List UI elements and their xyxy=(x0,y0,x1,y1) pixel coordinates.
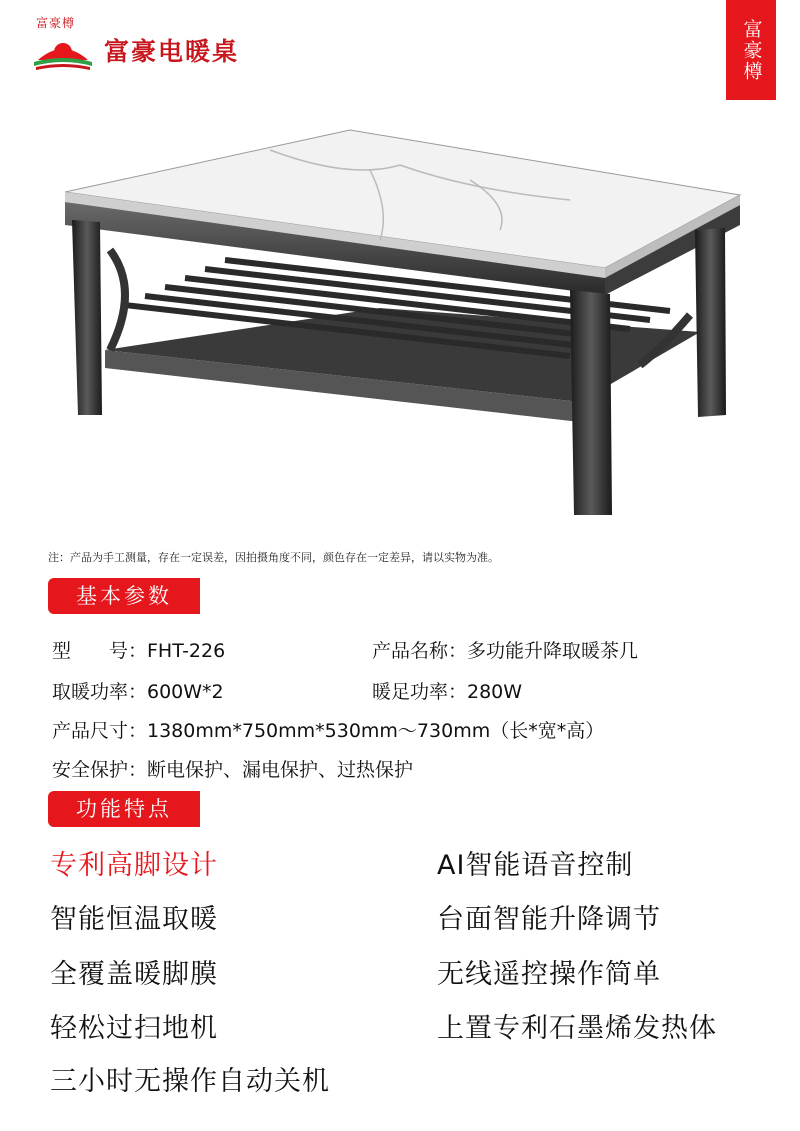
feature-item: 智能恒温取暖 xyxy=(50,904,218,935)
tea-table-product-image xyxy=(50,110,760,530)
feature-item: AI智能语音控制 xyxy=(437,850,634,881)
features-title: 功能特点 xyxy=(48,791,200,827)
brand-tag: 富豪樽 xyxy=(726,0,776,100)
param-safety: 安全保护：断电保护、漏电保护、过热保护 xyxy=(52,759,414,781)
disclaimer-note: 注：产品为手工测量，存在一定误差，因拍摄角度不同，颜色存在一定差异，请以实物为准。 xyxy=(48,551,499,564)
feature-item: 全覆盖暖脚膜 xyxy=(50,959,218,990)
param-foot-power: 暖足功率：280W xyxy=(372,681,523,703)
basic-params-title: 基本参数 xyxy=(48,578,200,614)
feature-item: 无线遥控操作简单 xyxy=(437,959,661,990)
feature-item: 三小时无操作自动关机 xyxy=(50,1066,330,1097)
param-model: 型 号：FHT-226 xyxy=(52,640,226,662)
feature-item: 轻松过扫地机 xyxy=(50,1013,218,1044)
param-heating-power: 取暖功率：600W*2 xyxy=(52,681,224,703)
feature-item: 台面智能升降调节 xyxy=(437,904,661,935)
param-size: 产品尺寸：1380mm*750mm*530mm～730mm（长*宽*高） xyxy=(52,720,605,742)
feature-item: 上置专利石墨烯发热体 xyxy=(437,1013,717,1044)
feature-item: 专利高脚设计 xyxy=(50,850,218,881)
param-product-name: 产品名称：多功能升降取暖茶几 xyxy=(372,640,639,662)
logo-text: 富豪电暖桌 xyxy=(104,37,240,66)
brand-logo xyxy=(30,14,280,74)
logo-small-text: 富豪樽 xyxy=(36,16,76,30)
